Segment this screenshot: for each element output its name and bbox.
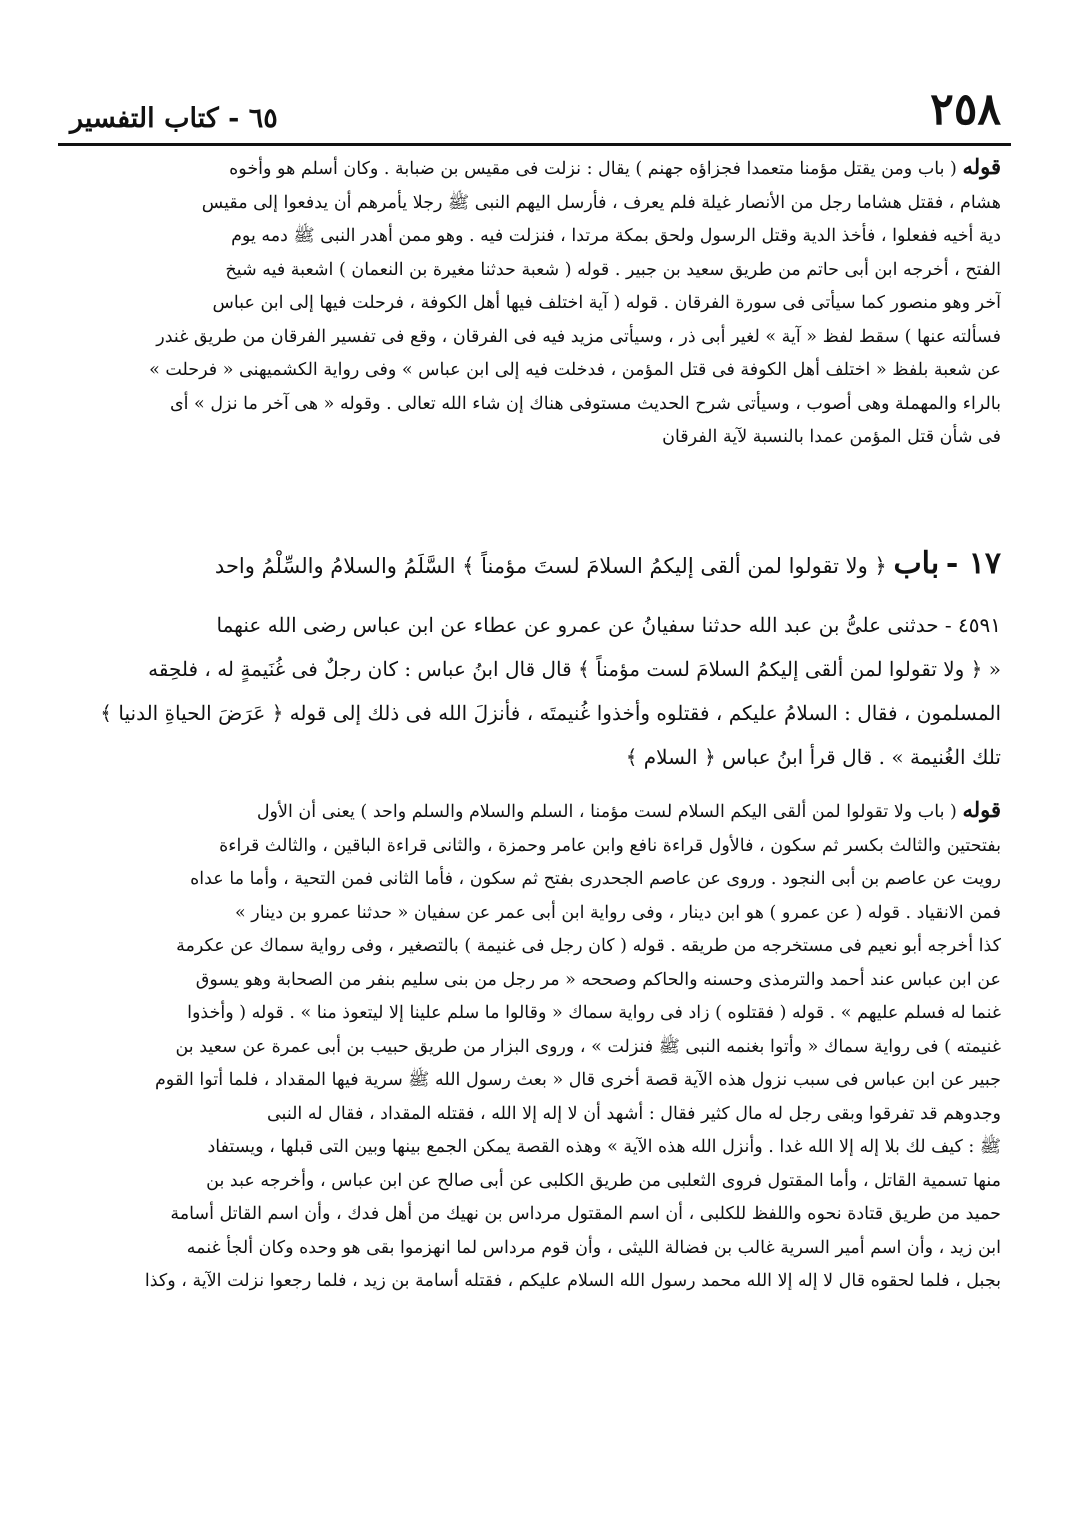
commentary-block-1 xyxy=(70,150,1001,455)
page-number: ٢٥٨ xyxy=(930,84,1001,135)
commentary-line xyxy=(70,1031,1001,1065)
commentary-line xyxy=(70,1131,1001,1165)
line-text: تلك الغُنيمة » . قال قرأ ابنُ عباس ﴿ السلام ﴾ xyxy=(625,745,1001,769)
running-title: ٦٥ - كتاب التفسير xyxy=(70,103,278,134)
line-text: وجدوهم قد تفرقوا وبقى رجل له مال كثير فقال : أشهد أن لا إله إلا الله ، فقتله المقداد ، فقال له النبى xyxy=(266,1103,1001,1124)
line-text: حميد من طريق قتادة نحوه واللفظ للكلبى ، أن اسم المقتول مرداس بن نهيك من أهل فدك ، وأن اسم القاتل أسامة xyxy=(170,1204,1001,1224)
commentary-line xyxy=(70,863,1001,897)
commentary-line xyxy=(70,1265,1001,1299)
line-text: ابن زيد ، وأن اسم أمير السرية غالب بن فضالة الليثى ، وأن قوم مرداس لما انهزموا بقى هو وحده وكان ألجأ غنمه xyxy=(186,1237,1001,1258)
line-text: دية أخيه ففعلوا ، فأخذ الدية وقتل الرسول ولحق بمكة مرتدا ، فنزلت فيه . وهو ممن أهدر النبى ﷺ دمه يوم xyxy=(231,226,1001,246)
line-text: منها تسمية القاتل ، وأما المقتول فروى الثعلبى من طريق الكلبى عن أبى صالح عن ابن عباس ، وأخرجه عبد بن xyxy=(206,1170,1001,1191)
commentary-line xyxy=(70,321,1001,355)
line-text: جبير عن ابن عباس فى سبب نزول هذه الآية قصة أخرى قال « بعث رسول الله ﷺ سرية فيها المقداد ، فلما أتوا القوم xyxy=(154,1070,1001,1090)
line-text: فى شأن قتل المؤمن عمدا بالنسبة لآية الفرقان xyxy=(662,427,1001,447)
commentary-line xyxy=(70,287,1001,321)
commentary-line xyxy=(70,1198,1001,1232)
hadith-line xyxy=(70,647,1001,691)
line-text: هشام ، فقتل هشاما رجل من الأنصار غيلة فلم يعرف ، فأرسل اليهم النبى ﷺ رجلا يأمرهم أن يدفعوا إلى مقيس xyxy=(201,192,1001,213)
keyword-qawluhu: قوله xyxy=(962,797,1001,822)
line-text: عن ابن عباس عند أحمد والترمذى وحسنه والحاكم وصححه « مر رجل من بنى سليم بنفر من الصحابة وهو يسوق xyxy=(195,969,1001,990)
line-text: « ﴿ ولا تقولوا لمن ألقى إليكمُ السلامَ لست مؤمناً ﴾ قال قال ابنُ عباس : كان رجلٌ فى غُنَيمةٍ له ، فلحِقه xyxy=(148,657,1001,681)
commentary-line xyxy=(70,187,1001,221)
commentary-line xyxy=(70,254,1001,288)
commentary-line xyxy=(70,1165,1001,1199)
hadith-text xyxy=(70,603,1001,779)
line-text: ( باب ومن يقتل مؤمنا متعمدا فجزاؤه جهنم ) يقال : نزلت فى مقيس بن ضبابة . وكان أسلم هو وأخوه xyxy=(229,159,963,179)
line-text: غنيمته ) فى رواية سماك « وأتوا بغنمه النبى ﷺ فنزلت » ، وروى البزار من طريق حبيب بن أبى عمرة عن سعيد بن xyxy=(175,1036,1001,1057)
line-text: الفتح ، أخرجه ابن أبى حاتم من طريق سعيد بن جبير . قوله ( شعبة حدثنا مغيرة بن النعمان ) اشعبة فيه شيخ xyxy=(225,259,1001,280)
header-divider xyxy=(58,143,1011,146)
hadith-line xyxy=(70,603,1001,647)
line-text: غنما له فسلم عليهم » . قوله ( فقتلوه ) زاد فى رواية سماك « وقالوا ما سلم علينا إلا ليتعوذ منا » . قوله ( وأخذوا xyxy=(187,1003,1001,1023)
line-text: ( باب ولا تقولوا لمن ألقى اليكم السلام لست مؤمنا ، السلم والسلام والسلم واحد ) يعنى أن الأول xyxy=(256,802,963,822)
line-text: المسلمون ، فقال : السلامُ عليكم ، فقتلوه وأخذوا غُنيمتَه ، فأنزلَ الله فى ذلك إلى قوله ﴿ عَرَضَ الحياةِ الدنيا ﴾ xyxy=(100,701,1001,725)
line-text: رويت عن عاصم بن أبى النجود . وروى عن عاصم الجحدرى بفتح ثم سكون ، فأما الثانى فمن التحية ، وأما ما عداه xyxy=(190,869,1001,889)
line-text: آخر وهو منصور كما سيأتى فى سورة الفرقان . قوله ( آية اختلف فيها أهل الكوفة ، فرحلت فيها إلى ابن عباس xyxy=(212,293,1001,313)
line-text: بالراء والمهملة وهى أصوب ، وسيأتى شرح الحديث مستوفى هناك إن شاء الله تعالى . وقوله « هى آخر ما نزل » أى xyxy=(169,393,1001,414)
commentary-line xyxy=(70,421,1001,455)
commentary-line xyxy=(70,354,1001,388)
line-text: بجبل ، فلما لحقوه قال لا إله إلا الله محمد رسول الله السلام عليكم ، فقتله أسامة بن زيد ، فلما رجعوا نزلت الآية ، وكذا xyxy=(144,1271,1001,1291)
commentary-line xyxy=(70,1064,1001,1098)
commentary-line xyxy=(70,1098,1001,1132)
commentary-line xyxy=(70,997,1001,1031)
line-text: فسألته عنها ) سقط لفظ « آية » لغير أبى ذر ، وسيأتى مزيد فيه فى الفرقان ، وقع فى تفسير الفرقان من طريق غندر xyxy=(156,326,1001,347)
commentary-block-2 xyxy=(70,793,1001,1299)
chapter-bab-label: باب xyxy=(893,546,940,581)
hadith-line xyxy=(70,691,1001,735)
line-text: ﷺ : كيف لك بلا إله إلا الله غدا . وأنزل الله هذه الآية » وهذه القصة يمكن الجمع بينها وبين التى قبلها ، ويستفاد xyxy=(207,1137,1001,1157)
chapter-heading xyxy=(70,544,1001,586)
commentary-line xyxy=(70,964,1001,998)
commentary-line xyxy=(70,150,1001,187)
commentary-line xyxy=(70,830,1001,864)
commentary-line xyxy=(70,220,1001,254)
line-text: ٤٥٩١ - حدثنى علىُّ بن عبد الله حدثنا سفيانُ عن عمرو عن عطاء عن ابن عباس رضى الله عنهما xyxy=(216,613,1001,637)
keyword-qawluhu: قوله xyxy=(962,154,1001,179)
commentary-line xyxy=(70,897,1001,931)
commentary-line xyxy=(70,793,1001,830)
commentary-line xyxy=(70,1232,1001,1266)
commentary-line xyxy=(70,930,1001,964)
chapter-number: ١٧ - xyxy=(945,546,1001,581)
chapter-title: ﴿ ولا تقولوا لمن ألقى إليكمُ السلامَ لستَ مؤمناً ﴾ السَّلَمُ والسلامُ والسِّلْمُ واحد xyxy=(214,554,887,578)
line-text: عن شعبة بلفظ « اختلف أهل الكوفة فى قتل المؤمن ، فدخلت فيه إلى ابن عباس » وفى رواية الكشميهنى « فرحلت » xyxy=(149,360,1001,380)
line-text: كذا أخرجه أبو نعيم فى مستخرجه من طريقه . قوله ( كان رجل فى غنيمة ) بالتصغير ، وفى رواية سماك عن عكرمة xyxy=(176,936,1001,956)
page-header xyxy=(70,72,1001,135)
commentary-line xyxy=(70,388,1001,422)
line-text: بفتحتين والثالث بكسر ثم سكون ، فالأول قراءة نافع وابن عامر وحمزة ، والثانى قراءة الباقين ، والثالث قراءة xyxy=(219,835,1001,856)
line-text: فمن الانقياد . قوله ( عن عمرو ) هو ابن دينار ، وفى رواية ابن أبى عمر عن سفيان « حدثنا عمرو بن دينار » xyxy=(235,902,1001,923)
hadith-line xyxy=(70,735,1001,779)
